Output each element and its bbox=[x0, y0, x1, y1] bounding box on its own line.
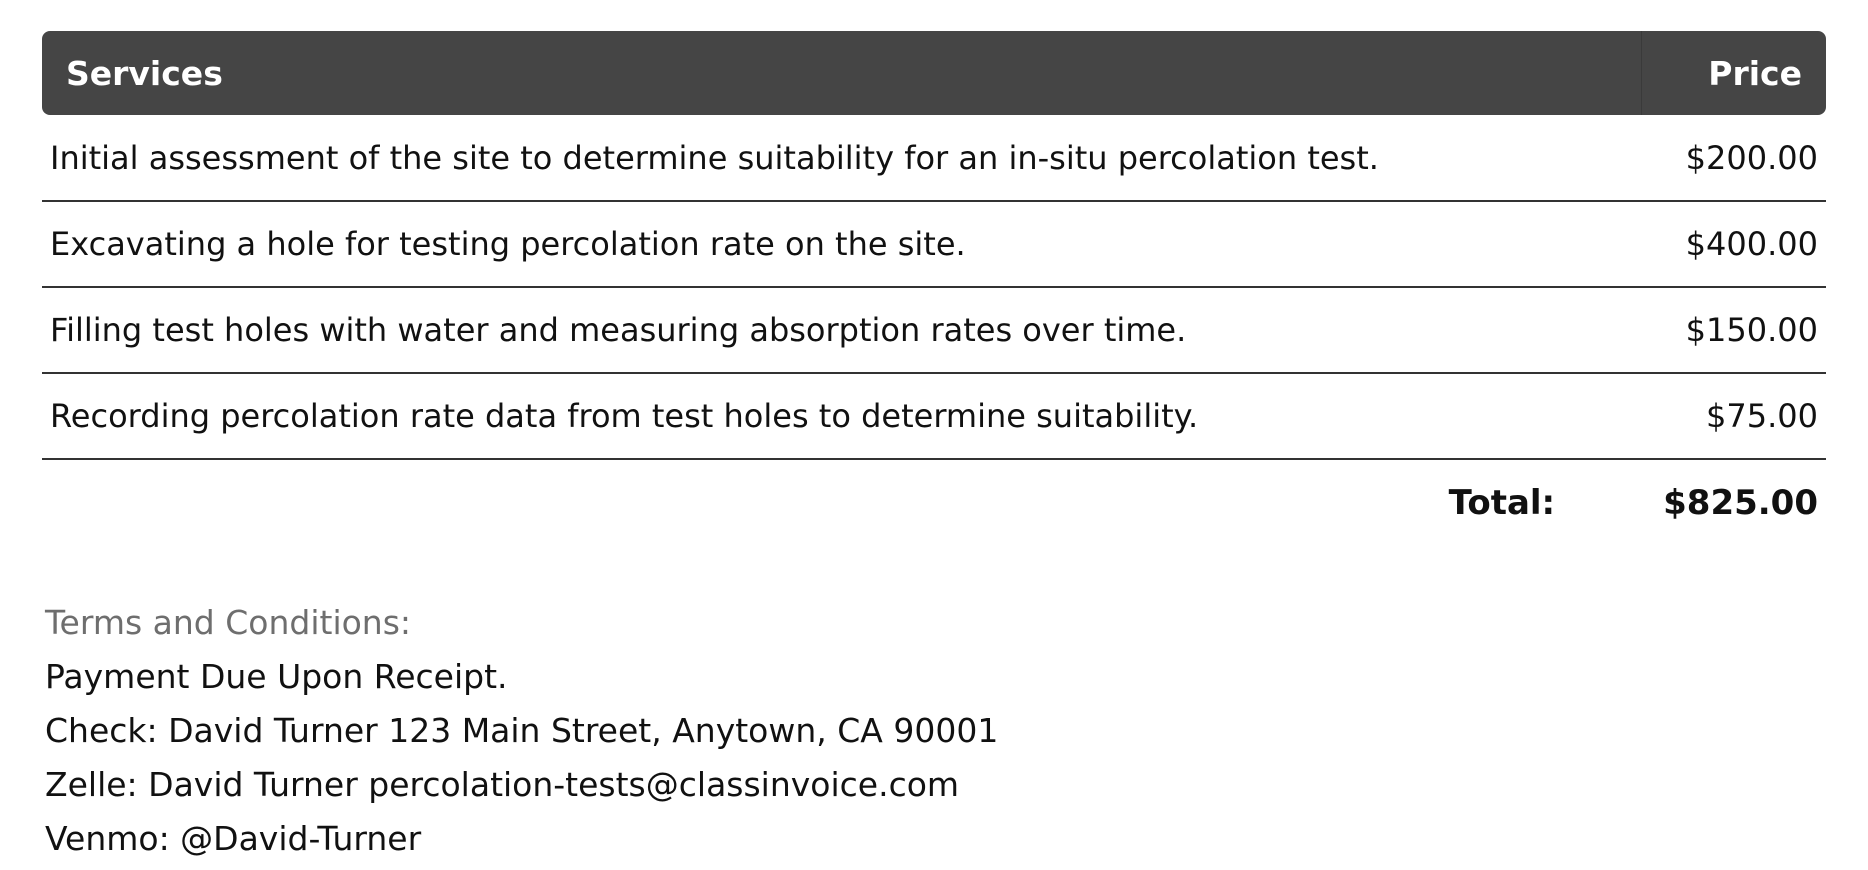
service-description: Initial assessment of the site to determine suitability for an in-situ percolation test. bbox=[42, 115, 1641, 201]
total-row bbox=[42, 460, 1826, 546]
total-value: $825.00 bbox=[1663, 483, 1818, 523]
terms-payment-due: Payment Due Upon Receipt. bbox=[45, 657, 508, 696]
terms-zelle-info: Zelle: David Turner percolation-tests@classinvoice.com bbox=[45, 765, 960, 804]
invoice bbox=[42, 31, 1826, 866]
service-price: $400.00 bbox=[1641, 201, 1826, 287]
header-row bbox=[42, 31, 1826, 115]
terms-check-info: Check: David Turner 123 Main Street, Anytown, CA 90001 bbox=[45, 711, 999, 750]
services-column-header: Services bbox=[42, 31, 1641, 115]
service-description: Excavating a hole for testing percolation rate on the site. bbox=[42, 201, 1641, 287]
service-price: $200.00 bbox=[1641, 115, 1826, 201]
terms-title: Terms and Conditions: bbox=[45, 603, 412, 642]
services-table bbox=[42, 31, 1826, 460]
total-label: Total: bbox=[1448, 483, 1556, 523]
table-row bbox=[42, 287, 1826, 373]
service-description: Recording percolation rate data from test holes to determine suitability. bbox=[42, 373, 1641, 459]
table-row bbox=[42, 115, 1826, 201]
table-row bbox=[42, 373, 1826, 459]
table-body bbox=[42, 115, 1826, 459]
terms-section bbox=[42, 596, 1826, 866]
service-description: Filling test holes with water and measuring absorption rates over time. bbox=[42, 287, 1641, 373]
price-column-header: Price bbox=[1641, 31, 1826, 115]
terms-venmo-info: Venmo: @David-Turner bbox=[45, 819, 422, 858]
table-row bbox=[42, 201, 1826, 287]
service-price: $75.00 bbox=[1641, 373, 1826, 459]
service-price: $150.00 bbox=[1641, 287, 1826, 373]
table-header bbox=[42, 31, 1826, 115]
